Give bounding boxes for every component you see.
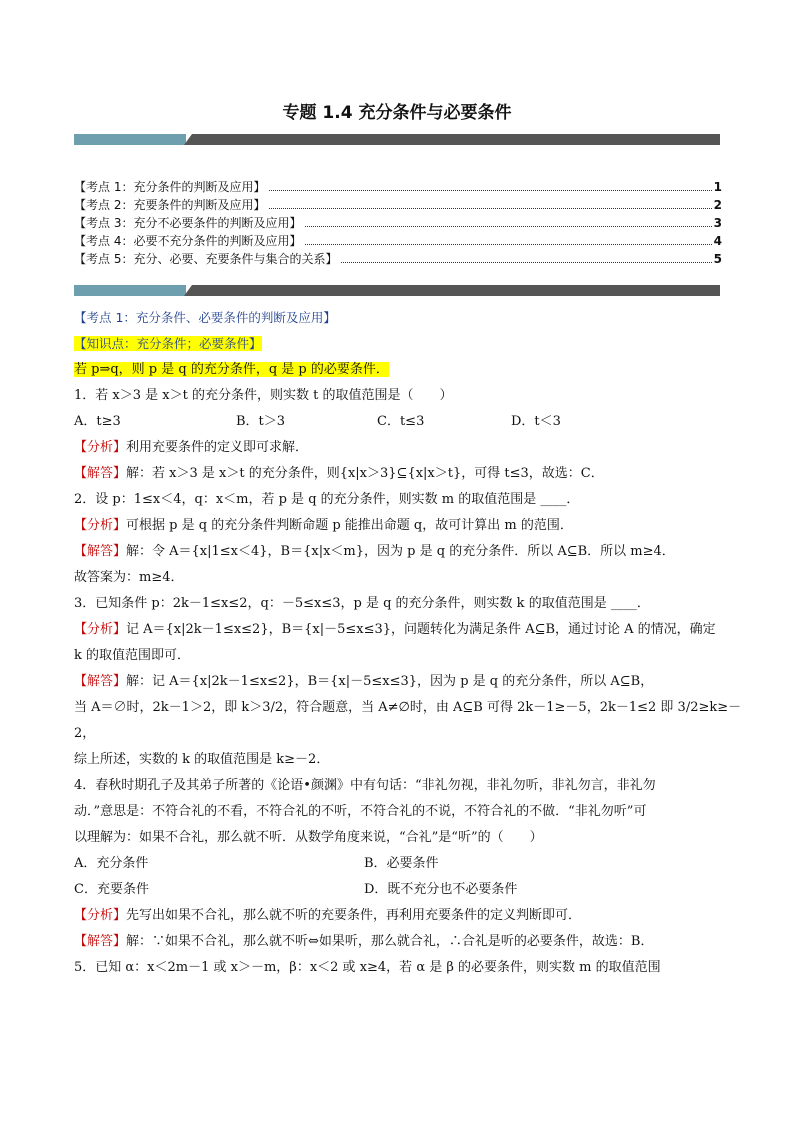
q1-options — [74, 409, 722, 435]
q4-options-row1 — [74, 851, 722, 877]
toc-item[interactable]: 【考点 2：充要条件的判断及应用】 2 — [74, 198, 722, 212]
decorative-band-bottom — [74, 285, 720, 296]
q1-option-d: D．t＜3 — [511, 414, 561, 429]
q1-analysis: 【分析】利用充要条件的定义即可求解． — [74, 440, 309, 455]
q1-answer: 【解答】解：若 x＞3 是 x＞t 的充分条件，则{x|x＞3}⊆{x|x＞t}，可得 t≤3，故选：C． — [74, 466, 604, 481]
decorative-band-top — [74, 134, 720, 145]
q4-options-row2 — [74, 877, 722, 903]
q4-option-d: D．既不充分也不必要条件 — [364, 882, 518, 897]
q2-analysis: 【分析】可根据 p 是 q 的充分条件判断命题 p 能推出命题 q，故可计算出 m 的范围． — [74, 518, 573, 533]
q1-option-a: A．t≥3 — [74, 414, 121, 429]
q1-option-c: C．t≤3 — [377, 414, 425, 429]
q3-analysis-cont: k 的取值范围即可． — [74, 648, 191, 663]
knowledge-label: 【知识点：充分条件；必要条件】 — [74, 336, 262, 351]
section-heading: 【考点 1：充分条件、必要条件的判断及应用】 — [74, 310, 336, 325]
q1-option-b: B．t＞3 — [236, 414, 286, 429]
toc-item[interactable]: 【考点 4：必要不充分条件的判断及应用】 4 — [74, 234, 722, 248]
q1-stem: 1．若 x＞3 是 x＞t 的充分条件，则实数 t 的取值范围是（ ） — [74, 388, 453, 403]
q4-stem-cont2: 以理解为：如果不合礼，那么就不听．从数学角度来说，“合礼”是“听”的（ ） — [74, 830, 543, 845]
q4-option-b: B．必要条件 — [364, 856, 439, 871]
q4-option-a: A．充分条件 — [74, 856, 149, 871]
page-title: 专题 1.4 充分条件与必要条件 — [282, 103, 512, 123]
q3-answer: 【解答】解：记 A＝{x|2k－1≤x≤2}，B＝{x|－5≤x≤3}，因为 p 是 q 的充分条件，所以 A⊆B， — [74, 674, 654, 689]
q2-stem: 2．设 p：1≤x＜4，q：x＜m，若 p 是 q 的充分条件，则实数 m 的取值范围是 ____． — [74, 492, 580, 507]
q4-stem: 4．春秋时期孔子及其弟子所著的《论语•颜渊》中有句话：“非礼勿视，非礼勿听，非礼勿言，非礼勿 — [74, 778, 656, 793]
q5-stem: 5．已知 α：x＜2m－1 或 x＞－m，β：x＜2 或 x≥4，若 α 是 β 的必要条件，则实数 m 的取值范围 — [74, 960, 661, 975]
q2-answer: 【解答】解：令 A＝{x|1≤x＜4}，B＝{x|x＜m}，因为 p 是 q 的充分条件．所以 A⊆B．所以 m≥4． — [74, 544, 675, 559]
q4-answer: 【解答】解：∵如果不合礼，那么就不听⇔如果听，那么就合礼，∴合礼是听的必要条件，故选：B． — [74, 934, 654, 949]
q4-analysis: 【分析】先写出如果不合礼，那么就不听的充要条件，再利用充要条件的定义判断即可． — [74, 908, 582, 923]
q3-analysis: 【分析】记 A＝{x|2k－1≤x≤2}，B＝{x|－5≤x≤3}，问题转化为满足条件 A⊆B，通过讨论 A 的情况，确定 — [74, 622, 716, 637]
toc-item[interactable]: 【考点 5：充分、必要、充要条件与集合的关系】 5 — [74, 252, 722, 266]
q3-answer-cont: 当 A＝∅时，2k－1＞2，即 k＞3/2，符合题意，当 A≠∅时，由 A⊆B 可得 2k－1≥－5，2k－1≤2 即 3/2≥k≥－ — [74, 700, 742, 715]
toc-item[interactable]: 【考点 3：充分不必要条件的判断及应用】 3 — [74, 216, 722, 230]
q3-conclusion: 综上所述，实数的 k 的取值范围是 k≥－2． — [74, 752, 330, 767]
main-content — [74, 305, 742, 981]
q3-answer-cont2: 2， — [74, 726, 96, 741]
q2-final: 故答案为：m≥4． — [74, 570, 184, 585]
q4-option-c: C．充要条件 — [74, 882, 149, 897]
toc-item[interactable]: 【考点 1：充分条件的判断及应用】 1 — [74, 180, 722, 194]
table-of-contents — [74, 178, 722, 268]
q3-stem: 3．已知条件 p：2k－1≤x≤2，q：－5≤x≤3，p 是 q 的充分条件，则实数 k 的取值范围是 ____． — [74, 596, 650, 611]
knowledge-text: 若 p⇒q，则 p 是 q 的充分条件，q 是 p 的必要条件． — [74, 362, 389, 377]
q4-stem-cont: 动．”意思是：不符合礼的不看，不符合礼的不听，不符合礼的不说，不符合礼的不做．“非礼勿听”可 — [74, 804, 647, 819]
